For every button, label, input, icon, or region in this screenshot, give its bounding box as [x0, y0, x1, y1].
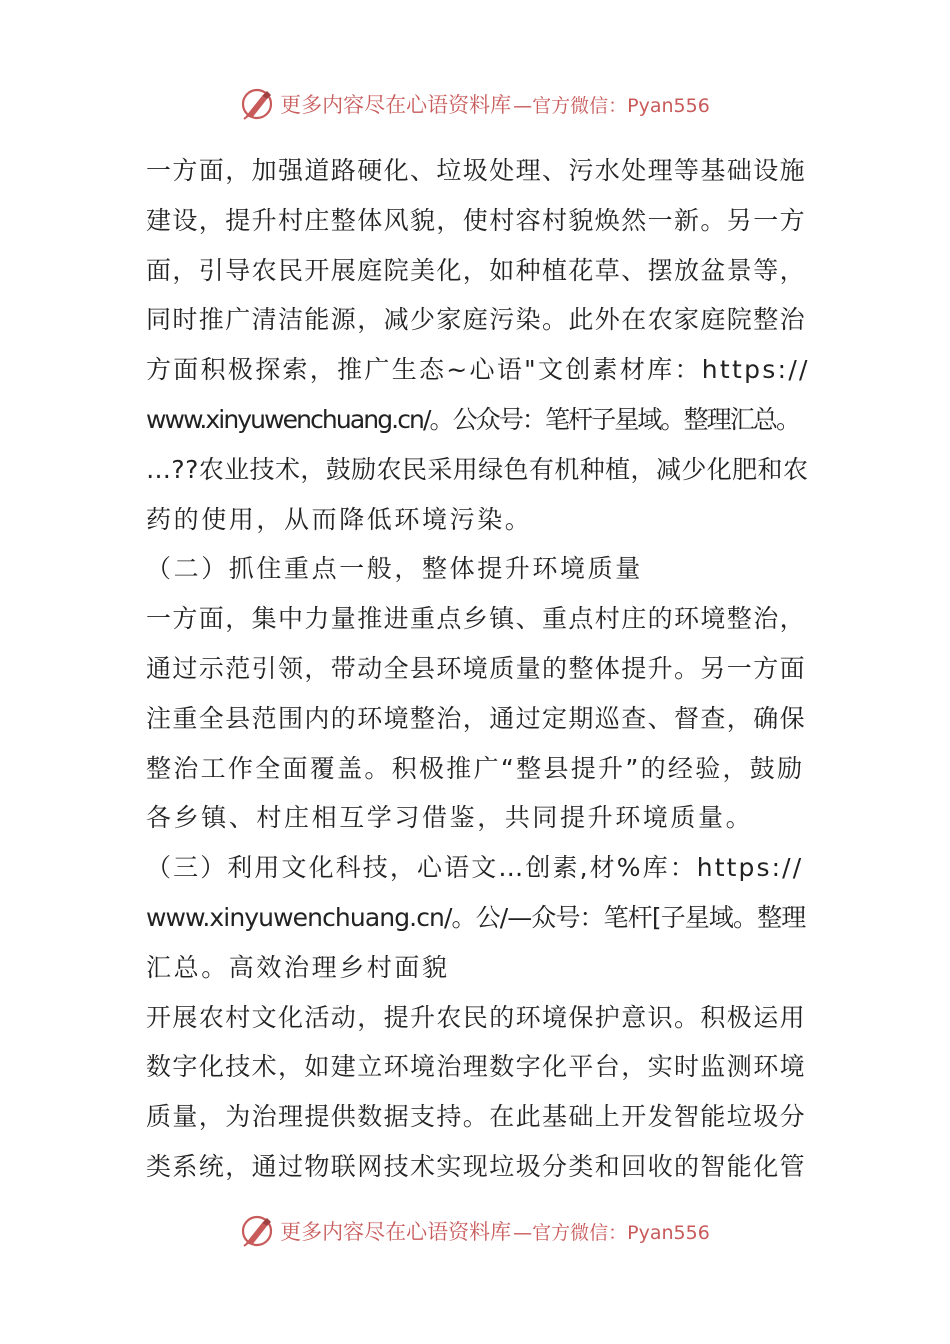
header-banner	[0, 84, 950, 124]
body-line: 开展农村文化活动，提升农民的环境保护意识。积极运用	[146, 1002, 807, 1032]
body-line: 一方面，集中力量推进重点乡镇、重点村庄的环境整治，	[146, 604, 807, 634]
pen-logo-icon	[240, 1213, 276, 1249]
section-heading-3: （三）利用文化科技，心语文…创素,材%库：https://	[146, 853, 804, 883]
body-line: 整治工作全面覆盖。积极推广“整县提升”的经验，鼓励	[146, 753, 805, 783]
body-line: …??农业技术，鼓励农民采用绿色有机种植，减少化肥和农	[146, 454, 809, 484]
body-line: 一方面，加强道路硬化、垃圾处理、污水处理等基础设施	[146, 156, 807, 185]
body-line: www.xinyuwenchuang.cn/。公众号：笔杆子星域。整理汇总。	[146, 404, 800, 434]
body-line: 各乡镇、村庄相互学习借鉴，共同提升环境质量。	[146, 803, 754, 833]
body-line: 面，引导农民开展庭院美化，如种植花草、摆放盆景等，	[146, 255, 807, 285]
section-heading-2: （二）抓住重点一般，整体提升环境质量	[146, 554, 643, 584]
body-line: 质量，为治理提供数据支持。在此基础上开发智能垃圾分	[146, 1102, 807, 1132]
pen-logo-icon	[240, 86, 276, 122]
body-line: 汇总。高效治理乡村面貌	[146, 952, 450, 982]
header-official-text: —官方微信：Pyan556	[513, 94, 710, 117]
body-line: 注重全县范围内的环境整治，通过定期巡查、督查，确保	[146, 703, 807, 733]
body-line: 数字化技术，如建立环境治理数字化平台，实时监测环境	[146, 1052, 807, 1082]
footer-brand-text: 更多内容尽在心语资料库	[280, 1220, 512, 1244]
body-line: 方面积极探索，推广生态~心语"文创素材库：https://	[146, 355, 810, 385]
document-body	[146, 146, 810, 1192]
body-line: 同时推广清洁能源，减少家庭污染。此外在农家庭院整治	[146, 305, 807, 335]
body-line: 类系统，通过物联网技术实现垃圾分类和回收的智能化管	[146, 1151, 807, 1181]
body-line: www.xinyuwenchuang.cn/。公/—众号：笔杆[子星域。整理	[146, 902, 806, 932]
body-line: 通过示范引领，带动全县环境质量的整体提升。另一方面	[146, 653, 807, 683]
header-brand-text: 更多内容尽在心语资料库	[280, 93, 512, 117]
body-line: 药的使用，从而降低环境污染。	[146, 504, 533, 534]
footer-official-text: —官方微信：Pyan556	[513, 1221, 710, 1244]
body-line: 建设，提升村庄整体风貌，使村容村貌焕然一新。另一方	[146, 205, 807, 235]
footer-banner	[0, 1211, 950, 1251]
